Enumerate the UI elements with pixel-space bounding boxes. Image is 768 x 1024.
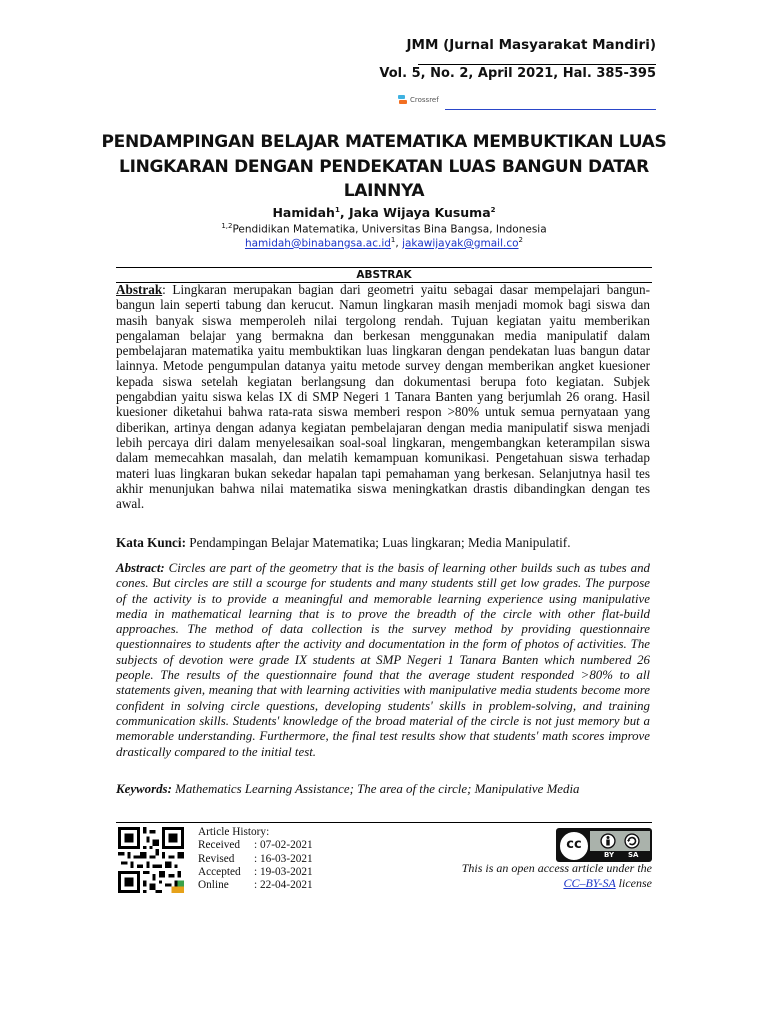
affiliation-text: Pendidikan Matematika, Universitas Bina Bangsa, Indonesia: [232, 223, 547, 236]
by-label: BY: [604, 851, 615, 859]
license-note: [462, 861, 652, 890]
author-sep: ,: [339, 205, 349, 220]
abstrak-heading: ABSTRAK: [356, 269, 412, 281]
license-rest: license: [615, 875, 652, 890]
email-link-2[interactable]: jakawijayak@gmail.co: [402, 237, 519, 250]
email-1-sup: 1: [390, 236, 396, 244]
keywords-text: Mathematics Learning Assistance; The area of the circle; Manipulative Media: [171, 782, 580, 796]
journal-name: JMM (Jurnal Masyarakat Mandiri): [406, 37, 656, 53]
author-2: Jaka Wijaya Kusuma: [348, 205, 491, 220]
doi-line: [445, 109, 656, 110]
email-2-sup: 2: [518, 236, 524, 244]
qr-code-icon[interactable]: [118, 827, 184, 893]
header-rule: [418, 64, 656, 65]
email-line: [0, 236, 768, 250]
cc-band: [590, 831, 650, 851]
abstract-label: Abstract:: [116, 561, 165, 575]
license-line-1: This is an open access article under the: [461, 861, 652, 875]
author-line: [0, 205, 768, 220]
license-link[interactable]: CC–BY-SA: [563, 875, 616, 890]
revised-date: : 16-03-2021: [254, 852, 313, 865]
email-link-1[interactable]: hamidah@binabangsa.ac.id: [244, 237, 391, 250]
keywords: [116, 782, 650, 797]
history-online: [198, 879, 313, 892]
history-heading: Article History:: [198, 826, 270, 838]
crossref-label: Crossref: [410, 96, 439, 104]
revised-label: Revised: [198, 852, 235, 865]
kata-kunci-text: Pendampingan Belajar Matematika; Luas lingkaran; Media Manipulatif.: [185, 535, 571, 550]
accepted-label: Accepted: [198, 865, 241, 878]
paper-title: PENDAMPINGAN BELAJAR MATEMATIKA MEMBUKTIKAN LUAS LINGKARAN DENGAN PENDEKATAN LUAS BANGUN DATAR LAINNYA: [101, 132, 667, 201]
cc-logo-text: cc: [566, 837, 582, 852]
author-2-sup: 2: [490, 205, 496, 214]
author-1: Hamidah: [272, 205, 335, 220]
online-label: Online: [198, 879, 229, 892]
attribution-icon: [600, 833, 616, 849]
affiliation: [0, 222, 768, 236]
abstrak-body: [116, 282, 650, 511]
article-history: [198, 826, 313, 892]
abstrak-label: Abstrak: [116, 282, 163, 297]
accepted-date: : 19-03-2021: [254, 865, 313, 878]
history-revised: [198, 853, 313, 866]
abstrak-top-rule: [116, 267, 652, 268]
volume-info: Vol. 5, No. 2, April 2021, Hal. 385-395: [379, 66, 656, 81]
cc-logo-icon: [558, 830, 590, 862]
license-line-2: [462, 876, 652, 891]
received-date: : 07-02-2021: [254, 839, 313, 852]
abstract-body: [116, 561, 650, 760]
crossref-icon: [398, 95, 408, 105]
sa-label: SA: [628, 851, 639, 859]
share-alike-icon: [624, 833, 640, 849]
online-date: : 22-04-2021: [254, 879, 313, 892]
abstrak-text: : Lingkaran merupakan bagian dari geometri yaitu sebagai dasar mempelajari bangun-bangun lain seperti tabung dan kerucut. Namun lingkaran masih menjadi momok bagi siswa dan masih banyak siswa memperoleh nilai tergolong rendah. Tujuan kegiatan yaitu memberikan pengalaman belajar yang bermakna dan berkesan menggunakan media manipulatif dalam pembelajaran matematika yaitu membuktikan luas lingkaran dengan pendekatan luas bangun datar lainnya. Metode pengumpulan datanya yaitu metode survey dengan memberikan angket kuesioner kepada siswa setelah kegiatan berlangsung dan dokumentasi berupa foto kegiatan. Subjek pengabdian yaitu siswa kelas IX di SMP Negeri 1 Tanara Banten yang berjumlah 26 orang. Hasil kuesioner diketahui bahwa rata-rata siswa memberi respon >80% untuk semua pernyataan yang diberikan, artinya dengan adanya kegiatan pembelajaran dengan media manipulatif siswa menjadi lebih percaya diri dalam menyelesaikan soal-soal lingkaran, mengembangkan keterampilan siswa dalam memecahkan masalah, dan melatih kemampuan komunikasi. Pengetahuan siswa terhadap materi luas lingkaran bukan sekedar hapalan tapi pemahaman yang berkesan. Selanjutnya hasil tes akhir menunjukan bahwa nilai matematika siswa meningkatkan drastis dibandingkan dengan tes awal.: [116, 282, 650, 512]
abstract-text: Circles are part of the geometry that is the basis of learning other builds such as tubes and cones. But circles are still a scourge for students and many students still get low grades. The purpose of the activity is to provide a meaningful and memorable learning experience using manipulative media in mathematical learning that is to prove the breadth of the circle with other flat-build approaches. The method of data collection is the survey method by providing questionnaire questionnaires to students after the activity and documentation in the form of photos of activities. The subjects of devotion were grade IX students at SMP Negeri 1 Tanara Banten which numbered 26 people. The results of the questionnaire found that the average student responded >80% to all statements given, meaning that with learning activities with manipulative media students become more confident in solving circle questions, developing students' skills in problem-solving, and training communication skills. Students' knowledge of the broad material of the circle is not just memory but a memorable understanding. Furthermore, the final test results show that students' math scores improve drastically compared to the initial test.: [116, 561, 650, 759]
author-1-sup: 1: [334, 205, 340, 214]
keywords-label: Keywords:: [116, 782, 172, 796]
kata-kunci-label: Kata Kunci:: [116, 535, 186, 550]
affiliation-sup: 1,2: [221, 222, 233, 230]
history-accepted: [198, 866, 313, 879]
received-label: Received: [198, 839, 241, 852]
email-sep: ,: [395, 237, 403, 250]
cc-by-sa-icon[interactable]: [556, 828, 652, 862]
crossref-badge[interactable]: [398, 95, 439, 105]
footer-rule: [116, 822, 652, 823]
history-received: [198, 839, 313, 852]
kata-kunci: [116, 535, 650, 550]
